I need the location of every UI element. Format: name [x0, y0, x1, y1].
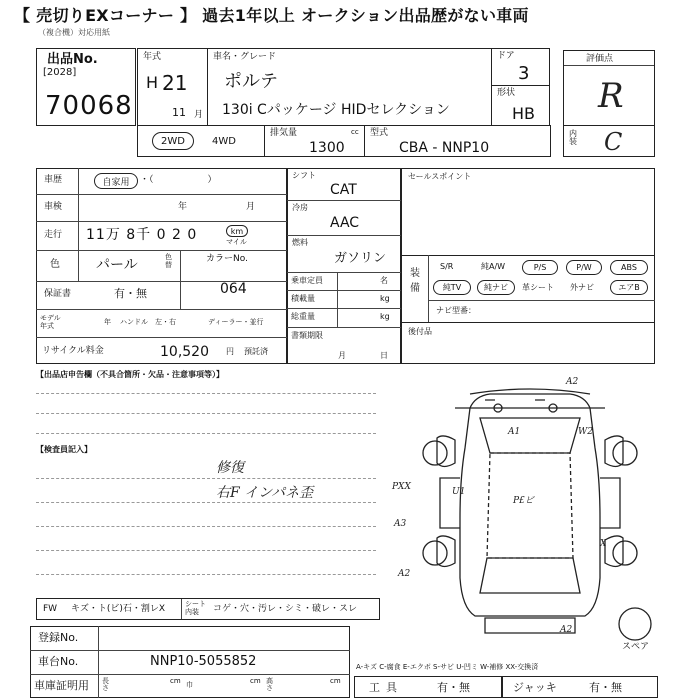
spare-label: スペア	[622, 642, 650, 652]
model-box	[364, 125, 551, 157]
doors-box	[491, 48, 550, 86]
damage-legend: A-キズ C-腐食 E-エクボ S-サビ U-凹ミ W-補修 XX-交換済	[356, 663, 539, 671]
car-diagram	[395, 378, 685, 648]
year-era: H	[146, 73, 159, 92]
mark-a3: A3	[394, 519, 407, 529]
equip-airbag: エアB	[610, 280, 648, 295]
color-value: パール	[96, 257, 138, 273]
name-label: 車名・グレード	[213, 52, 277, 62]
warranty-value: 有・無	[114, 287, 147, 300]
year-label: 年式	[143, 52, 162, 62]
lot-tag: [2028]	[43, 67, 77, 78]
docs-month-unit: 月	[338, 351, 346, 360]
cert-label: 車庫証明用	[34, 679, 89, 692]
capacity-unit: 名	[380, 276, 388, 285]
displacement-value: 1300	[309, 140, 345, 156]
lot-label: 出品No.	[47, 52, 98, 67]
equip-tv: 純TV	[433, 280, 471, 295]
mark-w2: W2	[578, 427, 593, 437]
cert-height-unit: cm	[330, 677, 341, 685]
fw-seat-box	[36, 598, 380, 620]
jack-value: 有・無	[589, 681, 622, 694]
jack-label: ジャッキ	[513, 681, 557, 694]
equip-abs: ABS	[610, 260, 648, 275]
color-code: 064	[220, 281, 247, 297]
interior-box	[563, 125, 655, 157]
shape-box	[491, 85, 550, 126]
history-extra: ・（ ）	[140, 175, 217, 185]
ac-value: AAC	[330, 215, 360, 231]
cert-height: 高さ	[266, 677, 273, 692]
shift-label: シフト	[292, 171, 316, 180]
fuel-value: ガソリン	[334, 251, 387, 266]
lot-box	[36, 48, 136, 126]
equip-ps: P/S	[522, 260, 558, 275]
year-box	[137, 48, 208, 126]
weight-unit: kg	[380, 312, 390, 321]
recycle-label: リサイクル料金	[42, 346, 104, 356]
car-grade: 130i Cパッケージ HIDセレクション	[222, 102, 450, 118]
name-box	[207, 48, 492, 126]
equipment-label: 装備	[410, 268, 420, 294]
model-year-label: モデル年式	[40, 314, 61, 331]
seat-label: シート内装	[185, 600, 206, 616]
equip-aw: 純A/W	[481, 262, 506, 271]
shape-label: 形状	[497, 88, 516, 98]
mark-u1: U1	[452, 487, 466, 497]
fuel-label: 燃料	[292, 238, 308, 247]
navi-model-label: ナビ型番：	[436, 306, 476, 315]
capacity-label: 乗車定員	[291, 276, 323, 285]
sales-point-box	[401, 168, 655, 256]
seat-value: コゲ・穴・汚レ・シミ・破レ・スレ	[213, 604, 358, 614]
warranty-label: 保証書	[44, 289, 72, 299]
mileage-unit: km	[226, 225, 248, 237]
equip-navi: 純ナビ	[477, 280, 515, 295]
recycle-note: 預託済	[244, 347, 268, 356]
drive-box	[137, 125, 265, 157]
mark-pxx: PXX	[392, 482, 411, 492]
sub-header: （複合機）対応用紙	[38, 28, 110, 37]
displacement-unit: cc	[351, 128, 359, 136]
chassis-label: 車台No.	[38, 655, 79, 668]
inspector-note-2: 右F インパネ歪	[216, 485, 314, 501]
color-code-label: カラーNo.	[206, 254, 248, 264]
detail-table	[36, 168, 287, 364]
model-value: CBA - NNP10	[399, 140, 490, 156]
score-label: 評価点	[586, 54, 614, 64]
inspector-label: 【検査員記入】	[36, 445, 92, 454]
year-month-unit: 月	[194, 110, 204, 120]
mark-pbi: P£ビ	[513, 496, 534, 506]
load-unit: kg	[380, 294, 390, 303]
mileage-label: 走行	[44, 230, 63, 240]
shape-value: HB	[512, 104, 536, 123]
jack-box	[502, 676, 658, 698]
ac-label: 冷房	[292, 203, 308, 212]
model-year-unit: 年	[104, 318, 111, 326]
chassis-value: NNP10-5055852	[150, 654, 257, 669]
recycle-unit: 円	[226, 347, 234, 356]
inspection-month-unit: 月	[246, 202, 256, 212]
interior-value: C	[604, 128, 623, 156]
score-value: R	[598, 76, 624, 116]
drive-2wd: 2WD	[152, 132, 194, 150]
sales-point-label: セールスポイント	[408, 172, 472, 181]
model-year-dealer: ディーラー・並行	[208, 318, 264, 326]
equip-ext-navi: 外ナビ	[570, 283, 594, 292]
mark-a2-top: A2	[566, 377, 579, 387]
color-label: 色	[50, 259, 60, 270]
load-label: 積載量	[291, 294, 315, 303]
inspection-label: 車検	[44, 202, 63, 212]
history-value: 自家用	[94, 173, 138, 189]
drive-4wd: 4WD	[212, 136, 236, 147]
tools-box	[354, 676, 502, 698]
score-box	[563, 50, 655, 126]
doors-value: 3	[518, 63, 530, 84]
retrofit-label: 後付品	[408, 327, 432, 336]
displacement-label: 排気量	[270, 128, 298, 138]
equip-sr: S/R	[440, 262, 454, 271]
docs-label: 書類期限	[291, 331, 323, 340]
model-label: 型式	[370, 128, 389, 138]
displacement-box	[264, 125, 365, 157]
recycle-value: 10,520	[160, 344, 209, 360]
mark-x: X	[600, 539, 607, 549]
page-header: 【 売切りEXコーナー 】 過去1年以上 オークション出品歴がない車両	[14, 6, 529, 25]
fw-value: キズ・ト(ビ)石・割レX	[71, 604, 166, 614]
cert-length: 長さ	[102, 677, 109, 692]
fw-label: FW	[43, 604, 58, 614]
doors-label: ドア	[497, 51, 515, 61]
history-label: 車歴	[44, 175, 63, 185]
shift-value: CAT	[330, 182, 357, 198]
equip-leather: 革シート	[522, 283, 554, 292]
mileage-unit2: マイル	[226, 238, 247, 246]
cert-width: 巾	[186, 681, 193, 689]
docs-day-unit: 日	[380, 351, 388, 360]
inspector-note-1: 修復	[216, 460, 244, 476]
tools-label: 工具	[369, 681, 403, 694]
tools-value: 有・無	[437, 681, 470, 694]
equip-pw: P/W	[566, 260, 602, 275]
color-change: 色替	[165, 253, 172, 269]
interior-label: 内装	[569, 129, 577, 146]
year-month: 11	[172, 106, 186, 119]
car-name: ポルテ	[224, 71, 278, 92]
cert-length-unit: cm	[170, 677, 181, 685]
cert-width-unit: cm	[250, 677, 261, 685]
mark-a2-mid: A2	[398, 569, 411, 579]
model-year-handle: ハンドル 左・右	[120, 318, 176, 326]
retrofit-box	[401, 322, 655, 364]
year-value: 21	[162, 71, 188, 95]
inspection-year-unit: 年	[178, 202, 188, 212]
mileage-value: 11万 8千 0 2 0	[86, 227, 198, 243]
registration-label: 登録No.	[38, 631, 79, 644]
lot-number: 70068	[45, 91, 133, 121]
mark-a1: A1	[508, 427, 521, 437]
weight-label: 総重量	[291, 312, 315, 321]
seller-notes-label: 【出品店申告欄（不具合箇所・欠品・注意事項等）】	[36, 370, 224, 379]
mark-a2-bottom: A2	[560, 625, 573, 635]
